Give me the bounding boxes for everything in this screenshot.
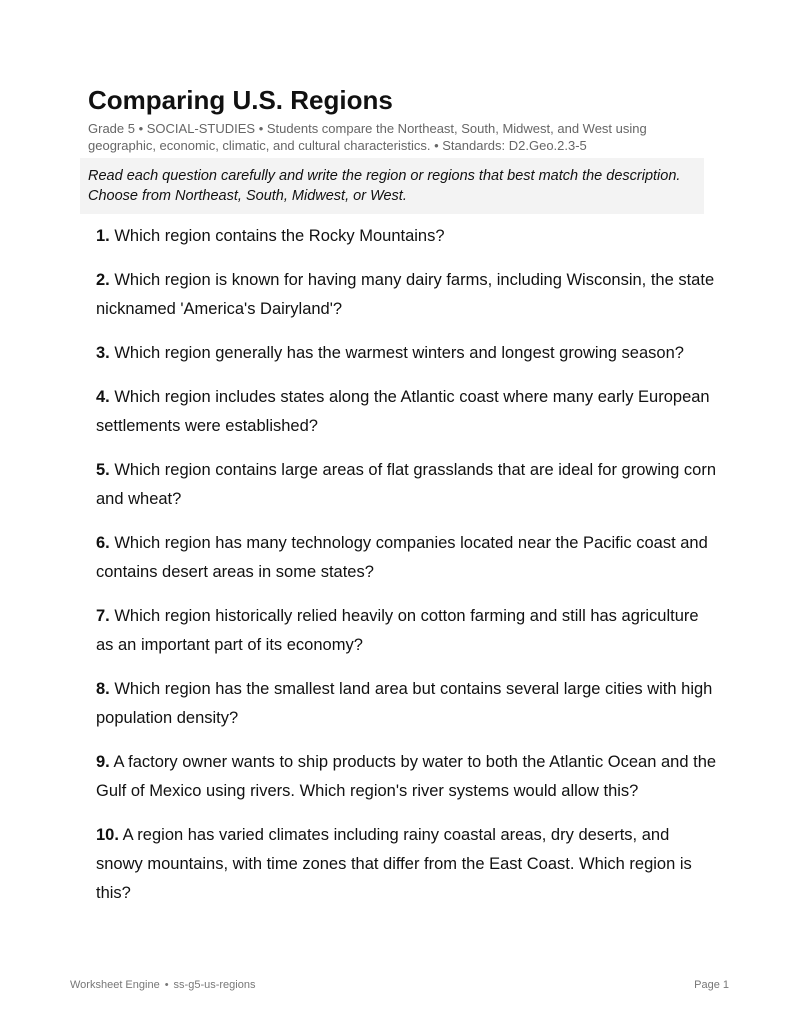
page-number: Page 1 bbox=[694, 979, 729, 991]
footer-worksheet-id: ss-g5-us-regions bbox=[173, 979, 256, 991]
question-number: 3. bbox=[96, 344, 110, 362]
question-1 bbox=[96, 222, 720, 251]
question-text: Which region has the smallest land area but contains several large cities with high population density? bbox=[96, 680, 713, 727]
question-text: Which region generally has the warmest winters and longest growing season? bbox=[114, 344, 684, 362]
question-text: Which region historically relied heavily on cotton farming and still has agriculture as an important part of its economy? bbox=[96, 607, 699, 654]
question-number: 6. bbox=[96, 534, 110, 552]
question-list bbox=[96, 222, 720, 923]
question-7 bbox=[96, 602, 720, 660]
footer-separator: • bbox=[164, 979, 169, 991]
question-number: 7. bbox=[96, 607, 110, 625]
question-text: Which region is known for having many dairy farms, including Wisconsin, the state nicknamed 'America's Dairyland'? bbox=[96, 271, 715, 318]
question-6 bbox=[96, 529, 720, 587]
question-text: A factory owner wants to ship products by water to both the Atlantic Ocean and the Gulf of Mexico using rivers. Which region's river systems would allow this? bbox=[96, 753, 717, 800]
question-8 bbox=[96, 675, 720, 733]
footer-meta bbox=[70, 978, 255, 992]
question-text: Which region includes states along the Atlantic coast where many early European settlements were established? bbox=[96, 388, 710, 435]
question-5 bbox=[96, 456, 720, 514]
question-number: 9. bbox=[96, 753, 110, 771]
question-3 bbox=[96, 339, 720, 368]
question-10 bbox=[96, 821, 720, 908]
question-4 bbox=[96, 383, 720, 441]
question-text: Which region has many technology companies located near the Pacific coast and contains desert areas in some states? bbox=[96, 534, 708, 581]
instructions-box: Read each question carefully and write the region or regions that best match the description. Choose from Northeast, South, Midwest, or West. bbox=[80, 158, 704, 214]
question-number: 2. bbox=[96, 271, 110, 289]
question-2 bbox=[96, 266, 720, 324]
question-text: Which region contains large areas of flat grasslands that are ideal for growing corn and wheat? bbox=[96, 461, 717, 508]
question-number: 5. bbox=[96, 461, 110, 479]
question-number: 8. bbox=[96, 680, 110, 698]
question-text: A region has varied climates including rainy coastal areas, dry deserts, and snowy mountains, with time zones that differ from the East Coast. Which region is this? bbox=[96, 826, 692, 902]
question-number: 4. bbox=[96, 388, 110, 406]
question-number: 10. bbox=[96, 826, 119, 844]
worksheet-subtitle: Grade 5 • SOCIAL-STUDIES • Students compare the Northeast, South, Midwest, and West using geographic, economic, climatic, and cultural characteristics. • Standards: D2.Geo.2.3-5 bbox=[88, 121, 647, 153]
footer-engine: Worksheet Engine bbox=[70, 979, 160, 991]
page-title: Comparing U.S. Regions bbox=[88, 85, 393, 115]
question-9 bbox=[96, 748, 720, 806]
question-number: 1. bbox=[96, 227, 110, 245]
question-text: Which region contains the Rocky Mountains? bbox=[114, 227, 445, 245]
